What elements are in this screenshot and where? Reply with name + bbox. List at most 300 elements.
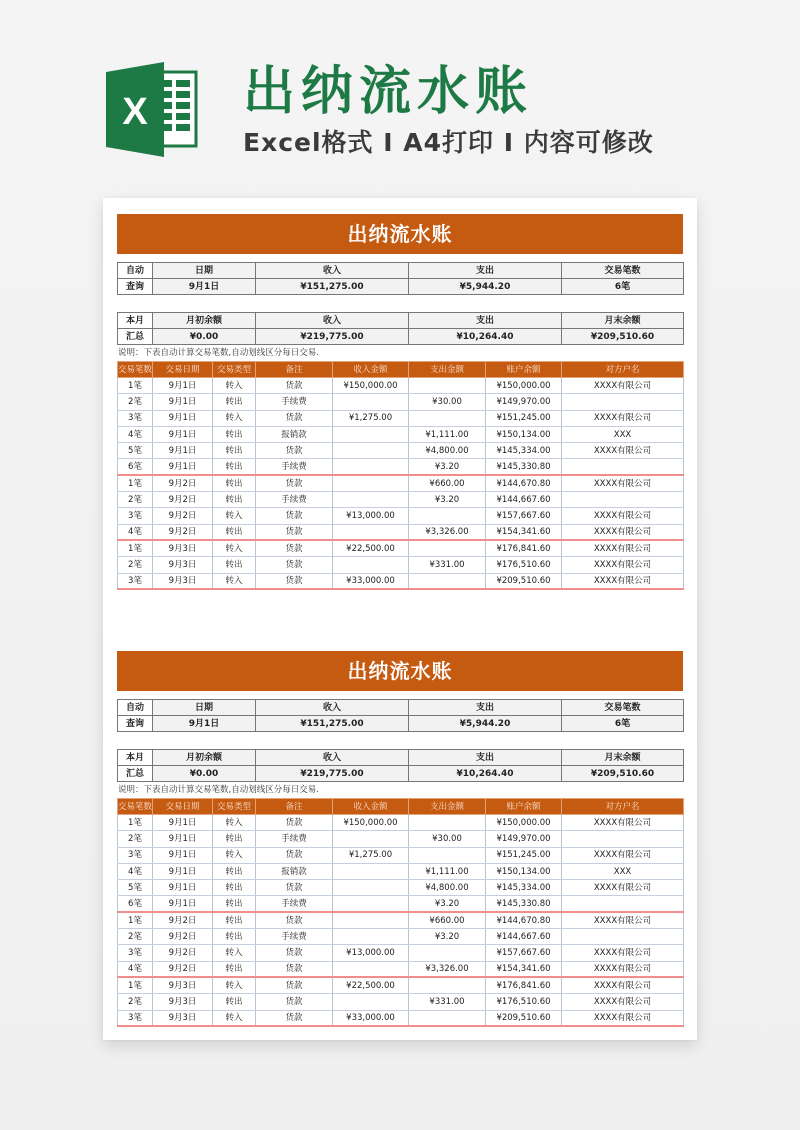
cell-income[interactable]: ¥150,000.00 bbox=[333, 378, 409, 394]
side-label: 查询 bbox=[118, 279, 153, 295]
cell-date[interactable]: 9月1日 bbox=[153, 896, 213, 912]
cell-type[interactable]: 转出 bbox=[213, 929, 256, 945]
monthly-expense-value: ¥10,264.40 bbox=[409, 766, 562, 782]
svg-text:X: X bbox=[122, 91, 148, 133]
cell-balance[interactable]: ¥149,970.00 bbox=[486, 394, 562, 410]
cell-type[interactable]: 转入 bbox=[213, 815, 256, 831]
cell-type[interactable]: 转入 bbox=[213, 977, 256, 993]
cell-income[interactable] bbox=[333, 896, 409, 912]
cell-counterparty[interactable]: XXXX有限公司 bbox=[562, 378, 684, 394]
cell-count[interactable]: 3笔 bbox=[118, 1010, 153, 1026]
cell-memo[interactable]: 货款 bbox=[256, 815, 333, 831]
table-row[interactable] bbox=[118, 929, 684, 945]
cell-counterparty[interactable]: XXXX有限公司 bbox=[562, 443, 684, 459]
cell-type[interactable]: 转入 bbox=[213, 540, 256, 556]
cell-date[interactable]: 9月3日 bbox=[153, 1010, 213, 1026]
cell-count[interactable]: 3笔 bbox=[118, 945, 153, 961]
cell-counterparty[interactable]: XXXX有限公司 bbox=[562, 847, 684, 863]
cell-date[interactable]: 9月1日 bbox=[153, 426, 213, 442]
cell-balance[interactable]: ¥157,667.60 bbox=[486, 508, 562, 524]
cell-memo[interactable]: 手续费 bbox=[256, 929, 333, 945]
cell-date[interactable]: 9月2日 bbox=[153, 929, 213, 945]
cell-balance[interactable]: ¥176,841.60 bbox=[486, 540, 562, 556]
cell-type[interactable]: 转出 bbox=[213, 394, 256, 410]
cell-counterparty[interactable]: XXXX有限公司 bbox=[562, 994, 684, 1010]
cell-type[interactable]: 转出 bbox=[213, 912, 256, 928]
cell-expense[interactable] bbox=[409, 573, 486, 589]
excel-icon bbox=[104, 62, 204, 157]
cell-memo[interactable]: 货款 bbox=[256, 977, 333, 993]
cell-balance[interactable]: ¥150,000.00 bbox=[486, 378, 562, 394]
cell-count[interactable]: 1笔 bbox=[118, 540, 153, 556]
cell-memo[interactable]: 货款 bbox=[256, 961, 333, 977]
cell-expense[interactable]: ¥3.20 bbox=[409, 492, 486, 508]
cell-date[interactable]: 9月1日 bbox=[153, 815, 213, 831]
table-row[interactable] bbox=[118, 880, 684, 896]
cell-count[interactable]: 4笔 bbox=[118, 863, 153, 879]
column-header-expense[interactable]: 支出金额 bbox=[409, 799, 486, 815]
table-row[interactable] bbox=[118, 492, 684, 508]
cell-count[interactable]: 2笔 bbox=[118, 929, 153, 945]
cell-expense[interactable]: ¥1,111.00 bbox=[409, 863, 486, 879]
cell-memo[interactable]: 货款 bbox=[256, 540, 333, 556]
cell-date[interactable]: 9月3日 bbox=[153, 573, 213, 589]
cell-count[interactable]: 1笔 bbox=[118, 378, 153, 394]
cell-counterparty[interactable]: XXXX有限公司 bbox=[562, 912, 684, 928]
cell-balance[interactable]: ¥157,667.60 bbox=[486, 945, 562, 961]
cell-income[interactable] bbox=[333, 880, 409, 896]
monthly-income-value: ¥219,775.00 bbox=[256, 329, 409, 345]
cell-count[interactable]: 6笔 bbox=[118, 459, 153, 475]
cell-income[interactable]: ¥33,000.00 bbox=[333, 573, 409, 589]
cell-income[interactable]: ¥13,000.00 bbox=[333, 945, 409, 961]
table-row[interactable] bbox=[118, 394, 684, 410]
cell-memo[interactable]: 报销款 bbox=[256, 863, 333, 879]
cell-date[interactable]: 9月1日 bbox=[153, 831, 213, 847]
cell-expense[interactable]: ¥30.00 bbox=[409, 831, 486, 847]
table-row[interactable] bbox=[118, 961, 684, 977]
cell-type[interactable]: 转入 bbox=[213, 378, 256, 394]
cell-expense[interactable]: ¥331.00 bbox=[409, 994, 486, 1010]
side-label: 本月 bbox=[118, 313, 153, 329]
table-row[interactable] bbox=[118, 863, 684, 879]
cell-date[interactable]: 9月1日 bbox=[153, 847, 213, 863]
cell-balance[interactable]: ¥209,510.60 bbox=[486, 573, 562, 589]
query-header-expense: 支出 bbox=[409, 700, 562, 716]
cell-count[interactable]: 1笔 bbox=[118, 977, 153, 993]
cell-income[interactable]: ¥150,000.00 bbox=[333, 815, 409, 831]
cell-memo[interactable]: 货款 bbox=[256, 912, 333, 928]
cell-expense[interactable] bbox=[409, 378, 486, 394]
table-row[interactable] bbox=[118, 378, 684, 394]
table-row[interactable] bbox=[118, 540, 684, 556]
cell-date[interactable]: 9月2日 bbox=[153, 492, 213, 508]
cell-count[interactable]: 4笔 bbox=[118, 524, 153, 540]
table-row[interactable] bbox=[118, 847, 684, 863]
table-row[interactable] bbox=[118, 945, 684, 961]
column-header-income[interactable]: 收入金额 bbox=[333, 362, 409, 378]
query-expense-value: ¥5,944.20 bbox=[409, 716, 562, 732]
column-header-type[interactable]: 交易类型 bbox=[213, 362, 256, 378]
cell-date[interactable]: 9月1日 bbox=[153, 459, 213, 475]
cell-memo[interactable]: 货款 bbox=[256, 557, 333, 573]
cell-income[interactable] bbox=[333, 443, 409, 459]
monthly-expense-value: ¥10,264.40 bbox=[409, 329, 562, 345]
cell-expense[interactable]: ¥3.20 bbox=[409, 459, 486, 475]
monthly-header-expense: 支出 bbox=[409, 750, 562, 766]
column-header-count[interactable]: 交易笔数 bbox=[118, 362, 153, 378]
query-header-date: 日期 bbox=[153, 263, 256, 279]
cell-counterparty[interactable]: XXXX有限公司 bbox=[562, 1010, 684, 1026]
cell-memo[interactable]: 货款 bbox=[256, 880, 333, 896]
cell-date[interactable]: 9月1日 bbox=[153, 394, 213, 410]
cell-income[interactable] bbox=[333, 831, 409, 847]
cell-count[interactable]: 1笔 bbox=[118, 912, 153, 928]
cell-income[interactable] bbox=[333, 929, 409, 945]
sheet-title: 出纳流水账 bbox=[117, 651, 683, 691]
cell-type[interactable]: 转出 bbox=[213, 459, 256, 475]
cell-memo[interactable]: 货款 bbox=[256, 994, 333, 1010]
cell-expense[interactable] bbox=[409, 508, 486, 524]
column-header-balance[interactable]: 账户余额 bbox=[486, 362, 562, 378]
cell-count[interactable]: 2笔 bbox=[118, 994, 153, 1010]
cell-date[interactable]: 9月2日 bbox=[153, 912, 213, 928]
table-row[interactable] bbox=[118, 459, 684, 475]
cell-counterparty[interactable] bbox=[562, 831, 684, 847]
query-date-cell[interactable]: 9月1日 bbox=[153, 279, 256, 295]
cell-balance[interactable]: ¥176,510.60 bbox=[486, 994, 562, 1010]
cell-type[interactable]: 转出 bbox=[213, 524, 256, 540]
cell-count[interactable]: 1笔 bbox=[118, 815, 153, 831]
cell-type[interactable]: 转入 bbox=[213, 945, 256, 961]
cell-expense[interactable] bbox=[409, 410, 486, 426]
cell-counterparty[interactable] bbox=[562, 929, 684, 945]
cell-count[interactable]: 4笔 bbox=[118, 426, 153, 442]
cell-income[interactable]: ¥1,275.00 bbox=[333, 847, 409, 863]
cell-date[interactable]: 9月2日 bbox=[153, 945, 213, 961]
column-header-balance[interactable]: 账户余额 bbox=[486, 799, 562, 815]
cell-type[interactable]: 转出 bbox=[213, 961, 256, 977]
query-header-income: 收入 bbox=[256, 263, 409, 279]
cell-type[interactable]: 转出 bbox=[213, 880, 256, 896]
cell-expense[interactable] bbox=[409, 815, 486, 831]
transaction-table bbox=[117, 361, 684, 590]
cell-memo[interactable]: 手续费 bbox=[256, 896, 333, 912]
cell-expense[interactable]: ¥30.00 bbox=[409, 394, 486, 410]
cell-expense[interactable] bbox=[409, 1010, 486, 1026]
cell-income[interactable] bbox=[333, 475, 409, 491]
cell-type[interactable]: 转入 bbox=[213, 847, 256, 863]
cell-type[interactable]: 转出 bbox=[213, 426, 256, 442]
cell-counterparty[interactable]: XXXX有限公司 bbox=[562, 880, 684, 896]
side-label: 汇总 bbox=[118, 766, 153, 782]
cell-date[interactable]: 9月3日 bbox=[153, 557, 213, 573]
cell-memo[interactable]: 手续费 bbox=[256, 394, 333, 410]
cell-balance[interactable]: ¥144,670.80 bbox=[486, 475, 562, 491]
cell-date[interactable]: 9月1日 bbox=[153, 410, 213, 426]
cell-counterparty[interactable]: XXXX有限公司 bbox=[562, 945, 684, 961]
column-header-count[interactable]: 交易笔数 bbox=[118, 799, 153, 815]
cell-type[interactable]: 转出 bbox=[213, 863, 256, 879]
cell-memo[interactable]: 货款 bbox=[256, 847, 333, 863]
column-header-memo[interactable]: 备注 bbox=[256, 362, 333, 378]
cell-expense[interactable]: ¥1,111.00 bbox=[409, 426, 486, 442]
cell-income[interactable]: ¥22,500.00 bbox=[333, 977, 409, 993]
cell-counterparty[interactable] bbox=[562, 394, 684, 410]
cell-balance[interactable]: ¥149,970.00 bbox=[486, 831, 562, 847]
monthly-header-expense: 支出 bbox=[409, 313, 562, 329]
cell-date[interactable]: 9月1日 bbox=[153, 378, 213, 394]
cell-counterparty[interactable]: XXX bbox=[562, 426, 684, 442]
query-header-income: 收入 bbox=[256, 700, 409, 716]
cell-balance[interactable]: ¥176,510.60 bbox=[486, 557, 562, 573]
cell-balance[interactable]: ¥150,134.00 bbox=[486, 863, 562, 879]
cell-counterparty[interactable]: XXX bbox=[562, 863, 684, 879]
cell-balance[interactable]: ¥144,670.80 bbox=[486, 912, 562, 928]
table-row[interactable] bbox=[118, 475, 684, 491]
query-header-count: 交易笔数 bbox=[562, 263, 684, 279]
cell-income[interactable] bbox=[333, 524, 409, 540]
cell-income[interactable]: ¥33,000.00 bbox=[333, 1010, 409, 1026]
cell-type[interactable]: 转入 bbox=[213, 1010, 256, 1026]
cell-memo[interactable]: 手续费 bbox=[256, 831, 333, 847]
table-row[interactable] bbox=[118, 896, 684, 912]
cell-balance[interactable]: ¥144,667.60 bbox=[486, 492, 562, 508]
cell-income[interactable]: ¥1,275.00 bbox=[333, 410, 409, 426]
cell-counterparty[interactable]: XXXX有限公司 bbox=[562, 508, 684, 524]
cell-counterparty[interactable]: XXXX有限公司 bbox=[562, 977, 684, 993]
column-header-date[interactable]: 交易日期 bbox=[153, 362, 213, 378]
table-row[interactable] bbox=[118, 912, 684, 928]
cell-expense[interactable]: ¥3,326.00 bbox=[409, 524, 486, 540]
cell-counterparty[interactable]: XXXX有限公司 bbox=[562, 961, 684, 977]
cell-balance[interactable]: ¥145,334.00 bbox=[486, 443, 562, 459]
table-header-row bbox=[118, 799, 684, 815]
table-row[interactable] bbox=[118, 410, 684, 426]
cell-income[interactable] bbox=[333, 426, 409, 442]
cell-count[interactable]: 2笔 bbox=[118, 394, 153, 410]
cell-expense[interactable] bbox=[409, 847, 486, 863]
cell-counterparty[interactable]: XXXX有限公司 bbox=[562, 410, 684, 426]
cell-expense[interactable] bbox=[409, 977, 486, 993]
cell-balance[interactable]: ¥150,134.00 bbox=[486, 426, 562, 442]
side-label: 本月 bbox=[118, 750, 153, 766]
cell-expense[interactable]: ¥660.00 bbox=[409, 475, 486, 491]
cell-type[interactable]: 转入 bbox=[213, 573, 256, 589]
cell-type[interactable]: 转出 bbox=[213, 443, 256, 459]
table-row[interactable] bbox=[118, 524, 684, 540]
cell-count[interactable]: 5笔 bbox=[118, 880, 153, 896]
table-row[interactable] bbox=[118, 815, 684, 831]
cell-balance[interactable]: ¥145,330.80 bbox=[486, 896, 562, 912]
cell-date[interactable]: 9月1日 bbox=[153, 880, 213, 896]
monthly-closing-value: ¥209,510.60 bbox=[562, 329, 684, 345]
cell-memo[interactable]: 货款 bbox=[256, 945, 333, 961]
cell-type[interactable]: 转出 bbox=[213, 557, 256, 573]
cell-memo[interactable]: 货款 bbox=[256, 410, 333, 426]
monthly-income-value: ¥219,775.00 bbox=[256, 766, 409, 782]
cell-expense[interactable] bbox=[409, 945, 486, 961]
cell-counterparty[interactable]: XXXX有限公司 bbox=[562, 540, 684, 556]
cell-memo[interactable]: 手续费 bbox=[256, 459, 333, 475]
cell-type[interactable]: 转出 bbox=[213, 475, 256, 491]
hero-banner bbox=[0, 0, 800, 190]
cell-type[interactable]: 转出 bbox=[213, 492, 256, 508]
sheet-title: 出纳流水账 bbox=[117, 214, 683, 254]
cell-balance[interactable]: ¥151,245.00 bbox=[486, 410, 562, 426]
query-count-value: 6笔 bbox=[562, 279, 684, 295]
cell-income[interactable] bbox=[333, 912, 409, 928]
cell-date[interactable]: 9月1日 bbox=[153, 863, 213, 879]
side-label: 查询 bbox=[118, 716, 153, 732]
column-header-memo[interactable]: 备注 bbox=[256, 799, 333, 815]
cell-memo[interactable]: 货款 bbox=[256, 573, 333, 589]
cell-date[interactable]: 9月3日 bbox=[153, 994, 213, 1010]
cell-expense[interactable]: ¥3,326.00 bbox=[409, 961, 486, 977]
query-header-expense: 支出 bbox=[409, 263, 562, 279]
table-row[interactable] bbox=[118, 994, 684, 1010]
cell-counterparty[interactable]: XXXX有限公司 bbox=[562, 475, 684, 491]
cell-balance[interactable]: ¥209,510.60 bbox=[486, 1010, 562, 1026]
cell-balance[interactable]: ¥144,667.60 bbox=[486, 929, 562, 945]
side-label: 自动 bbox=[118, 700, 153, 716]
table-row[interactable] bbox=[118, 426, 684, 442]
cell-count[interactable]: 2笔 bbox=[118, 557, 153, 573]
query-expense-value: ¥5,944.20 bbox=[409, 279, 562, 295]
cell-balance[interactable]: ¥176,841.60 bbox=[486, 977, 562, 993]
cell-date[interactable]: 9月3日 bbox=[153, 977, 213, 993]
table-header-row bbox=[118, 362, 684, 378]
table-row[interactable] bbox=[118, 557, 684, 573]
monthly-header-closing: 月末余额 bbox=[562, 313, 684, 329]
cell-count[interactable]: 3笔 bbox=[118, 573, 153, 589]
cell-count[interactable]: 2笔 bbox=[118, 831, 153, 847]
cell-income[interactable] bbox=[333, 961, 409, 977]
monthly-header-opening: 月初余额 bbox=[153, 313, 256, 329]
instruction-note: 说明：下表自动计算交易笔数,自动划线区分每日交易. bbox=[118, 348, 319, 358]
cell-memo[interactable]: 货款 bbox=[256, 475, 333, 491]
cell-date[interactable]: 9月2日 bbox=[153, 524, 213, 540]
cell-memo[interactable]: 货款 bbox=[256, 524, 333, 540]
table-row[interactable] bbox=[118, 977, 684, 993]
cell-counterparty[interactable] bbox=[562, 492, 684, 508]
cell-income[interactable] bbox=[333, 394, 409, 410]
cell-income[interactable] bbox=[333, 459, 409, 475]
query-date-cell[interactable]: 9月1日 bbox=[153, 716, 256, 732]
ledger-sheet-1 bbox=[117, 214, 683, 590]
query-header-date: 日期 bbox=[153, 700, 256, 716]
cell-expense[interactable]: ¥3.20 bbox=[409, 929, 486, 945]
cell-type[interactable]: 转出 bbox=[213, 994, 256, 1010]
cell-date[interactable]: 9月1日 bbox=[153, 443, 213, 459]
ledger-sheet-2 bbox=[117, 651, 683, 1027]
cell-date[interactable]: 9月3日 bbox=[153, 540, 213, 556]
cell-expense[interactable]: ¥4,800.00 bbox=[409, 880, 486, 896]
cell-type[interactable]: 转入 bbox=[213, 508, 256, 524]
cell-count[interactable]: 3笔 bbox=[118, 847, 153, 863]
monthly-opening-value[interactable]: ¥0.00 bbox=[153, 329, 256, 345]
cell-type[interactable]: 转出 bbox=[213, 831, 256, 847]
cell-income[interactable] bbox=[333, 492, 409, 508]
cell-count[interactable]: 3笔 bbox=[118, 508, 153, 524]
cell-type[interactable]: 转出 bbox=[213, 896, 256, 912]
cell-count[interactable]: 5笔 bbox=[118, 443, 153, 459]
monthly-header-closing: 月末余额 bbox=[562, 750, 684, 766]
cell-memo[interactable]: 货款 bbox=[256, 508, 333, 524]
cell-memo[interactable]: 报销款 bbox=[256, 426, 333, 442]
cell-memo[interactable]: 货款 bbox=[256, 378, 333, 394]
cell-date[interactable]: 9月2日 bbox=[153, 961, 213, 977]
cell-count[interactable]: 4笔 bbox=[118, 961, 153, 977]
cell-expense[interactable] bbox=[409, 540, 486, 556]
cell-balance[interactable]: ¥151,245.00 bbox=[486, 847, 562, 863]
column-header-type[interactable]: 交易类型 bbox=[213, 799, 256, 815]
column-header-income[interactable]: 收入金额 bbox=[333, 799, 409, 815]
cell-count[interactable]: 1笔 bbox=[118, 475, 153, 491]
table-row[interactable] bbox=[118, 508, 684, 524]
cell-counterparty[interactable]: XXXX有限公司 bbox=[562, 573, 684, 589]
query-income-value: ¥151,275.00 bbox=[256, 716, 409, 732]
cell-income[interactable] bbox=[333, 557, 409, 573]
cell-counterparty[interactable]: XXXX有限公司 bbox=[562, 557, 684, 573]
cell-type[interactable]: 转入 bbox=[213, 410, 256, 426]
cell-memo[interactable]: 货款 bbox=[256, 443, 333, 459]
column-header-counterparty[interactable]: 对方户名 bbox=[562, 799, 684, 815]
cell-income[interactable] bbox=[333, 863, 409, 879]
table-row[interactable] bbox=[118, 573, 684, 589]
hero-title: 出纳流水账 bbox=[243, 62, 534, 122]
cell-expense[interactable]: ¥660.00 bbox=[409, 912, 486, 928]
cell-income[interactable] bbox=[333, 994, 409, 1010]
cell-expense[interactable]: ¥331.00 bbox=[409, 557, 486, 573]
cell-date[interactable]: 9月2日 bbox=[153, 475, 213, 491]
cell-date[interactable]: 9月2日 bbox=[153, 508, 213, 524]
cell-balance[interactable]: ¥150,000.00 bbox=[486, 815, 562, 831]
monthly-opening-value[interactable]: ¥0.00 bbox=[153, 766, 256, 782]
column-header-date[interactable]: 交易日期 bbox=[153, 799, 213, 815]
monthly-summary-table bbox=[117, 749, 684, 782]
transaction-table bbox=[117, 798, 684, 1027]
table-row[interactable] bbox=[118, 1010, 684, 1026]
cell-count[interactable]: 6笔 bbox=[118, 896, 153, 912]
cell-income[interactable]: ¥22,500.00 bbox=[333, 540, 409, 556]
cell-expense[interactable]: ¥3.20 bbox=[409, 896, 486, 912]
cell-balance[interactable]: ¥145,334.00 bbox=[486, 880, 562, 896]
cell-counterparty[interactable] bbox=[562, 896, 684, 912]
cell-counterparty[interactable]: XXXX有限公司 bbox=[562, 524, 684, 540]
query-count-value: 6笔 bbox=[562, 716, 684, 732]
cell-counterparty[interactable]: XXXX有限公司 bbox=[562, 815, 684, 831]
monthly-header-income: 收入 bbox=[256, 313, 409, 329]
column-header-expense[interactable]: 支出金额 bbox=[409, 362, 486, 378]
query-income-value: ¥151,275.00 bbox=[256, 279, 409, 295]
cell-memo[interactable]: 货款 bbox=[256, 1010, 333, 1026]
document-page bbox=[103, 198, 697, 1040]
cell-balance[interactable]: ¥154,341.60 bbox=[486, 524, 562, 540]
cell-balance[interactable]: ¥145,330.80 bbox=[486, 459, 562, 475]
cell-balance[interactable]: ¥154,341.60 bbox=[486, 961, 562, 977]
cell-count[interactable]: 3笔 bbox=[118, 410, 153, 426]
table-row[interactable] bbox=[118, 831, 684, 847]
cell-income[interactable]: ¥13,000.00 bbox=[333, 508, 409, 524]
monthly-closing-value: ¥209,510.60 bbox=[562, 766, 684, 782]
cell-expense[interactable]: ¥4,800.00 bbox=[409, 443, 486, 459]
cell-count[interactable]: 2笔 bbox=[118, 492, 153, 508]
column-header-counterparty[interactable]: 对方户名 bbox=[562, 362, 684, 378]
cell-memo[interactable]: 手续费 bbox=[256, 492, 333, 508]
table-row[interactable] bbox=[118, 443, 684, 459]
cell-counterparty[interactable] bbox=[562, 459, 684, 475]
